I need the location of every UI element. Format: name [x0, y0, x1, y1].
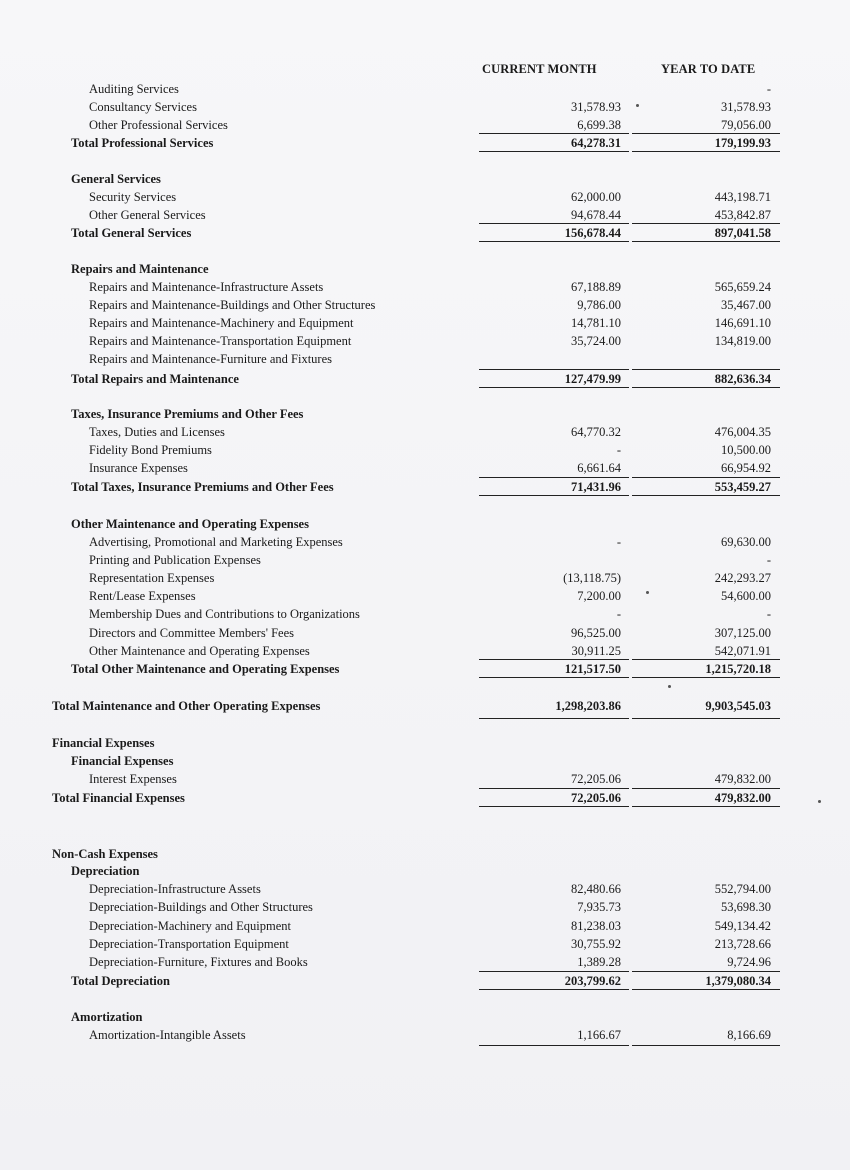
row-label: Total General Services: [71, 226, 192, 240]
current-month-value: 203,799.62: [564, 974, 621, 988]
year-to-date-value: 8,166.69: [727, 1028, 771, 1042]
subtotal-rule: [632, 659, 780, 660]
year-to-date-value: 307,125.00: [714, 626, 771, 640]
row-label: General Services: [71, 172, 161, 186]
row-label: Directors and Committee Members' Fees: [89, 626, 294, 640]
total-rule: [479, 677, 629, 678]
subtotal-rule: [632, 971, 780, 972]
total-rule: [479, 151, 629, 152]
year-to-date-value: 552,794.00: [714, 882, 771, 896]
current-month-value: 9,786.00: [577, 298, 621, 312]
line-item-row: [89, 898, 780, 916]
current-month-value: 14,781.10: [571, 316, 621, 330]
line-item-row: [89, 569, 780, 587]
year-to-date-value: 35,467.00: [721, 298, 771, 312]
line-item-row: [89, 80, 780, 98]
year-to-date-value: 79,056.00: [721, 118, 771, 132]
year-to-date-value: 9,903,545.03: [705, 699, 771, 713]
row-label: Repairs and Maintenance-Furniture and Fixtures: [89, 352, 332, 366]
row-label: Amortization-Intangible Assets: [89, 1028, 246, 1042]
current-month-value: 31,578.93: [571, 100, 621, 114]
subtotal-rule: [479, 659, 629, 660]
section-heading: [71, 752, 780, 770]
current-month-value: 7,200.00: [577, 589, 621, 603]
row-label: Financial Expenses: [52, 736, 155, 750]
year-to-date-value: 476,004.35: [714, 425, 771, 439]
line-item-row: [89, 441, 780, 459]
section-heading: [71, 260, 780, 278]
row-label: Insurance Expenses: [89, 461, 188, 475]
subtotal-rule: [632, 133, 780, 134]
total-rule: [479, 495, 629, 496]
current-month-value: (13,118.75): [563, 571, 621, 585]
row-label: Advertising, Promotional and Marketing Expenses: [89, 535, 343, 549]
line-item-row: [89, 314, 780, 332]
row-label: Representation Expenses: [89, 571, 215, 585]
current-month-value: 64,770.32: [571, 425, 621, 439]
row-label: Other Maintenance and Operating Expenses: [89, 644, 310, 658]
line-item-row: [89, 624, 780, 642]
row-label: Other General Services: [89, 208, 206, 222]
line-item-row: [89, 551, 780, 569]
section-heading: [71, 1008, 780, 1026]
total-row: [71, 972, 780, 990]
current-month-value: 72,205.06: [571, 772, 621, 786]
header-year-to-date: YEAR TO DATE: [661, 62, 756, 76]
row-label: Total Professional Services: [71, 136, 214, 150]
year-to-date-value: 66,954.92: [721, 461, 771, 475]
subtotal-rule: [479, 369, 629, 370]
year-to-date-value: 565,659.24: [714, 280, 771, 294]
line-item-row: [89, 332, 780, 350]
section-end-rule: [632, 1045, 780, 1046]
current-month-value: 6,661.64: [577, 461, 621, 475]
total-row: [52, 789, 780, 807]
line-item-row: [89, 278, 780, 296]
subtotal-rule: [479, 223, 629, 224]
year-to-date-value: 542,071.91: [714, 644, 771, 658]
row-label: Amortization: [71, 1010, 143, 1024]
section-heading: [71, 405, 780, 423]
current-month-value: 67,188.89: [571, 280, 621, 294]
year-to-date-value: 479,832.00: [714, 791, 771, 805]
year-to-date-value: 9,724.96: [727, 955, 771, 969]
current-month-value: 94,678.44: [571, 208, 621, 222]
total-rule: [632, 677, 780, 678]
current-month-value: 127,479.99: [564, 372, 621, 386]
row-label: Total Taxes, Insurance Premiums and Other Fees: [71, 480, 334, 494]
section-end-rule: [632, 718, 780, 719]
total-rule: [632, 151, 780, 152]
row-label: Total Financial Expenses: [52, 791, 185, 805]
total-row: [52, 697, 780, 715]
total-rule: [632, 806, 780, 807]
current-month-value: 64,278.31: [571, 136, 621, 150]
row-label: Depreciation: [71, 864, 140, 878]
current-month-value: -: [616, 535, 621, 549]
year-to-date-value: 69,630.00: [721, 535, 771, 549]
year-to-date-value: 213,728.66: [714, 937, 771, 951]
current-month-value: -: [616, 607, 621, 621]
year-to-date-value: 146,691.10: [714, 316, 771, 330]
line-item-row: [89, 1026, 780, 1044]
row-label: Total Repairs and Maintenance: [71, 372, 239, 386]
row-label: Printing and Publication Expenses: [89, 553, 261, 567]
current-month-value: 82,480.66: [571, 882, 621, 896]
current-month-value: 1,389.28: [577, 955, 621, 969]
year-to-date-value: 10,500.00: [721, 443, 771, 457]
subtotal-rule: [632, 223, 780, 224]
total-rule: [479, 387, 629, 388]
row-label: Security Services: [89, 190, 177, 204]
total-rule: [479, 241, 629, 242]
subtotal-rule: [632, 369, 780, 370]
subtotal-rule: [479, 788, 629, 789]
line-item-row: [89, 770, 780, 788]
section-heading: [52, 734, 780, 752]
row-label: Repairs and Maintenance-Transportation Equipment: [89, 334, 352, 348]
line-item-row: [89, 296, 780, 314]
subtotal-rule: [479, 133, 629, 134]
total-rule: [632, 495, 780, 496]
year-to-date-value: 1,215,720.18: [705, 662, 771, 676]
year-to-date-value: 242,293.27: [714, 571, 771, 585]
row-label: Auditing Services: [89, 82, 179, 96]
line-item-row: [89, 98, 780, 116]
year-to-date-value: 31,578.93: [721, 100, 771, 114]
row-label: Other Professional Services: [89, 118, 228, 132]
current-month-value: 62,000.00: [571, 190, 621, 204]
row-label: Depreciation-Infrastructure Assets: [89, 882, 261, 896]
current-month-value: 96,525.00: [571, 626, 621, 640]
line-item-row: [89, 642, 780, 660]
year-to-date-value: 479,832.00: [714, 772, 771, 786]
section-heading: [52, 845, 780, 863]
section-heading: [71, 515, 780, 533]
section-end-rule: [479, 718, 629, 719]
row-label: Rent/Lease Expenses: [89, 589, 196, 603]
row-label: Interest Expenses: [89, 772, 177, 786]
year-to-date-value: 1,379,080.34: [705, 974, 771, 988]
line-item-row: [89, 953, 780, 971]
scan-speck: [668, 685, 671, 688]
year-to-date-value: 134,819.00: [714, 334, 771, 348]
year-to-date-value: -: [766, 82, 771, 96]
total-rule: [632, 387, 780, 388]
row-label: Repairs and Maintenance-Machinery and Equipment: [89, 316, 354, 330]
line-item-row: [89, 350, 780, 368]
row-label: Depreciation-Transportation Equipment: [89, 937, 289, 951]
total-row: [71, 478, 780, 496]
row-label: Fidelity Bond Premiums: [89, 443, 212, 457]
row-label: Membership Dues and Contributions to Organizations: [89, 607, 360, 621]
line-item-row: [89, 917, 780, 935]
current-month-value: 1,166.67: [577, 1028, 621, 1042]
current-month-value: 121,517.50: [564, 662, 621, 676]
current-month-value: 1,298,203.86: [555, 699, 621, 713]
row-label: Repairs and Maintenance-Infrastructure Assets: [89, 280, 324, 294]
line-item-row: [89, 423, 780, 441]
row-label: Repairs and Maintenance-Buildings and Other Structures: [89, 298, 376, 312]
row-label: Financial Expenses: [71, 754, 174, 768]
total-rule: [632, 241, 780, 242]
line-item-row: [89, 206, 780, 224]
line-item-row: [89, 116, 780, 134]
subtotal-rule: [479, 971, 629, 972]
subtotal-rule: [632, 477, 780, 478]
subtotal-rule: [479, 477, 629, 478]
year-to-date-value: 54,600.00: [721, 589, 771, 603]
total-rule: [479, 806, 629, 807]
row-label: Depreciation-Machinery and Equipment: [89, 919, 292, 933]
row-label: Other Maintenance and Operating Expenses: [71, 517, 309, 531]
row-label: Taxes, Insurance Premiums and Other Fees: [71, 407, 304, 421]
current-month-value: 156,678.44: [564, 226, 621, 240]
line-item-row: [89, 533, 780, 551]
row-label: Total Depreciation: [71, 974, 170, 988]
section-end-rule: [479, 1045, 629, 1046]
total-row: [71, 134, 780, 152]
line-item-row: [89, 459, 780, 477]
row-label: Repairs and Maintenance: [71, 262, 209, 276]
row-label: Consultancy Services: [89, 100, 197, 114]
current-month-value: -: [616, 443, 621, 457]
row-label: Taxes, Duties and Licenses: [89, 425, 225, 439]
scan-speck: [818, 800, 821, 803]
year-to-date-value: 549,134.42: [714, 919, 771, 933]
row-label: Total Other Maintenance and Operating Expenses: [71, 662, 340, 676]
year-to-date-value: 453,842.87: [714, 208, 771, 222]
current-month-value: 30,911.25: [571, 644, 621, 658]
current-month-value: 72,205.06: [571, 791, 621, 805]
current-month-value: 35,724.00: [571, 334, 621, 348]
line-item-row: [89, 935, 780, 953]
year-to-date-value: 443,198.71: [714, 190, 771, 204]
year-to-date-value: 179,199.93: [714, 136, 771, 150]
current-month-value: 81,238.03: [571, 919, 621, 933]
year-to-date-value: -: [766, 553, 771, 567]
row-label: Non-Cash Expenses: [52, 847, 158, 861]
header-current-month: CURRENT MONTH: [482, 62, 597, 76]
total-row: [71, 660, 780, 678]
section-heading: [71, 862, 780, 880]
current-month-value: 30,755.92: [571, 937, 621, 951]
row-label: Depreciation-Buildings and Other Structures: [89, 900, 313, 914]
current-month-value: 71,431.96: [571, 480, 621, 494]
year-to-date-value: -: [766, 607, 771, 621]
year-to-date-value: 882,636.34: [714, 372, 771, 386]
subtotal-rule: [632, 788, 780, 789]
total-rule: [632, 989, 780, 990]
current-month-value: 7,935.73: [577, 900, 621, 914]
year-to-date-value: 553,459.27: [714, 480, 771, 494]
line-item-row: [89, 605, 780, 623]
current-month-value: 6,699.38: [577, 118, 621, 132]
total-row: [71, 224, 780, 242]
total-row: [71, 370, 780, 388]
section-heading: [71, 170, 780, 188]
scan-speck: [646, 591, 649, 594]
row-label: Total Maintenance and Other Operating Expenses: [52, 699, 321, 713]
total-rule: [479, 989, 629, 990]
year-to-date-value: 53,698.30: [721, 900, 771, 914]
scan-speck: [636, 104, 639, 107]
line-item-row: [89, 587, 780, 605]
year-to-date-value: 897,041.58: [714, 226, 771, 240]
line-item-row: [89, 188, 780, 206]
row-label: Depreciation-Furniture, Fixtures and Books: [89, 955, 308, 969]
line-item-row: [89, 880, 780, 898]
